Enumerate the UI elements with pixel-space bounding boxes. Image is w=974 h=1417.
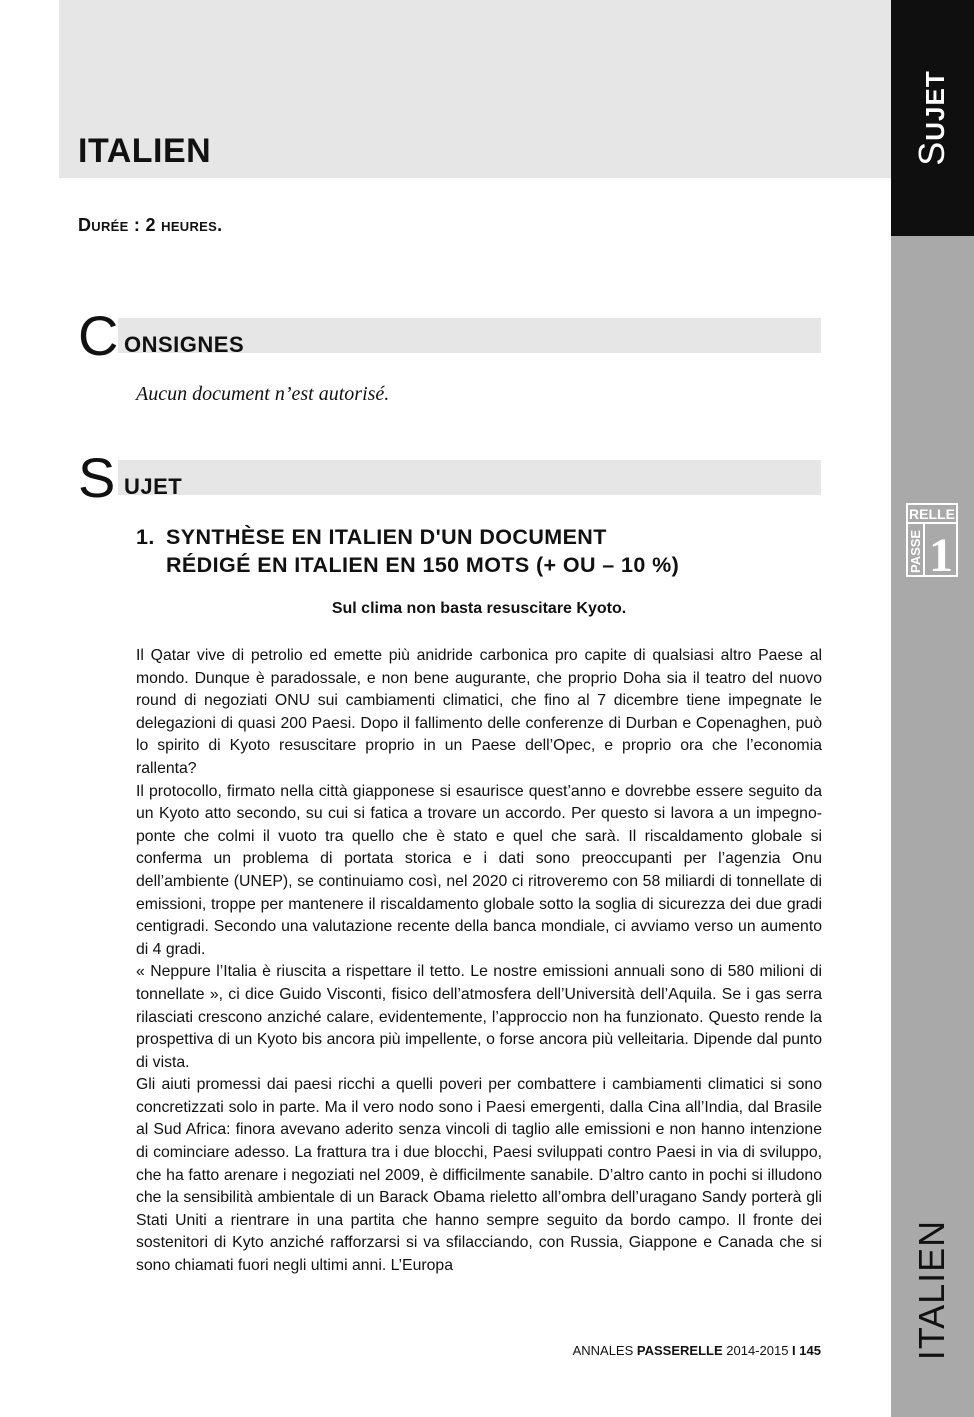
footer-brand: PASSERELLE: [636, 1343, 723, 1358]
side-tab-label: [911, 70, 953, 165]
section-initial: C: [78, 304, 119, 367]
section-consignes-heading: [78, 304, 821, 378]
article-body: [136, 645, 822, 1278]
article-paragraph: « Neppure l’Italia è riuscita a rispettare il tetto. Le nostre emissioni annuali sono di 580 milioni di tonnellate », ci dice Guido Visconti, fisico dell’atmosfera dell’Università dell’Aquila. Se i gas serra rilasciati crescono anziché calare, evidentemente, l’approccio non ha funzionato. Questo rende la prospettiva di un Kyoto bis ancora più impellente, o forse ancora più velleitaria. Dipende dal punto di vista.: [136, 963, 822, 1071]
article-paragraph: Gli aiuti promessi dai paesi ricchi a quelli poveri per combattere i cambiamenti climatici si sono concretizzati solo in parte. Ma il vero nodo sono i Paesi emergenti, dalla Cina all’India, dal Brasile al Sud Africa: finora avevano aderito senza vincoli di taglio alle emissioni e non hanno intenzione di cominciare adesso. La frattura tra i due blocchi, Paesi sviluppati contro Paesi in via di sviluppo, che ha fatto arenare i negoziati nel 2009, è difficilmente sanabile. D’altro canto in pochi si illudono che la sensibilità ambientale di un Barack Obama rieletto all’ombra dell’uragano Sandy porterà gli Stati Uniti a rientrare in una partita che hanno sempre seguito da bordo campo. Il fronte dei sostenitori di Kyto anziché rafforzarsi si va sfilacciando, con Russia, Giappone e Canada che si sono chiamati fuori negli ultimi anni. L’Europa: [136, 1076, 822, 1275]
footer-years: 2014-2015: [726, 1343, 789, 1358]
page-number: 145: [799, 1343, 821, 1358]
article-title: Sul clima non basta resuscitare Kyoto.: [331, 600, 627, 617]
footer-prefix: ANNALES: [572, 1343, 634, 1358]
article-paragraph: Il Qatar vive di petrolio ed emette più anidride carbonica pro capite di qualsiasi altro Paese al mondo. Dunque è paradossale, e non bene augurante, che proprio Doha sia il teatro del nuovo round di negoziati ONU sui cambiamenti climatici, che fino al 7 dicembre tiene impegnate le delegazioni di quasi 200 Paesi. Dopo il fallimento delle conferenze di Durban e Copenaghen, può lo spirito di Kyoto resuscitare proprio in un Paese dell’Opec, e proprio ora che l’economia rallenta?: [136, 647, 822, 777]
side-tab-rest: UJET: [920, 70, 950, 141]
page-title: ITALIEN: [78, 132, 212, 170]
footer-separator: I: [792, 1343, 796, 1358]
question-line-1: SYNTHÈSE EN ITALIEN D'UN DOCUMENT: [166, 525, 607, 549]
section-sujet-heading: [78, 446, 821, 520]
section-bar: [118, 460, 821, 495]
logo-number: 1: [929, 529, 953, 577]
section-title: ONSIGNES: [124, 332, 245, 357]
article-paragraph: Il protocollo, firmato nella città giapponese si esaurisce quest’anno e dovrebbe essere seguito da un Kyoto atto secondo, su cui si fatica a trovare un accordo. Per questo si lavora a un impegno-ponte che colmi il vuoto tra quello che è stato e quel che sarà. Il riscaldamento globale si conferma un problema di portata storica e i dati sono preoccupanti per l’agenzia Onu dell’ambiente (UNEP), se continuiamo così, nel 2020 ci ritroveremo con 58 miliardi di tonnellate di emissioni, troppe per mantenere il riscaldamento globale sotto la soglia di sicurezza dei due gradi centigradi. Secondo una valutazione recente della banca mondiale, ci avviamo verso un aumento di 4 gradi.: [136, 782, 822, 958]
question-number: 1.: [136, 525, 155, 549]
question-title: [136, 523, 826, 579]
question-line-2: RÉDIGÉ EN ITALIEN EN 150 MOTS (+ OU – 10 %): [166, 553, 680, 577]
instruction-text: Aucun document n’est autorisé.: [136, 383, 390, 405]
logo-side-text: PASSE: [908, 529, 923, 573]
section-initial: S: [78, 446, 116, 509]
section-title: UJET: [124, 474, 183, 499]
passerelle-logo: [906, 503, 958, 577]
side-subject-label: ITALIEN: [911, 1219, 952, 1361]
duration-text: Durée : 2 heures.: [78, 215, 223, 235]
page-footer: [573, 1343, 821, 1358]
side-tab-cap: S: [911, 140, 952, 166]
logo-top-text: RELLE: [909, 506, 955, 522]
